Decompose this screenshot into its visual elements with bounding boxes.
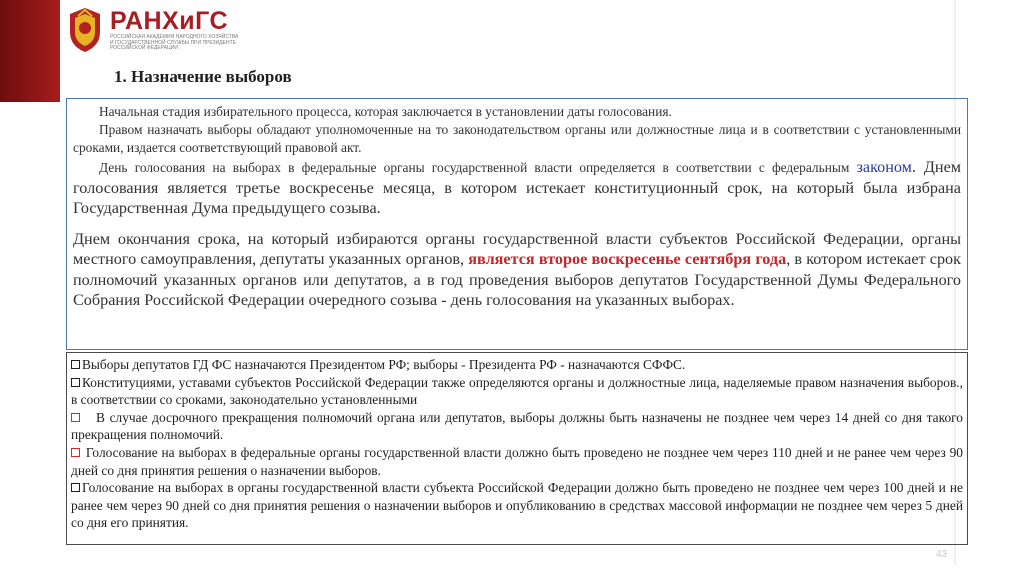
paragraph-4-end: , в котором истекает срок полномочий указанных органов или депутатов, а в год проведения выборов депутатов Государственной Думы Федерального Собрания Российской Федерации очередного созыва - день голосования на указанных выборах. — [73, 250, 961, 309]
paragraph-3-end: . Днем голосования является третье воскресенье месяца, в котором истекает конституционный срок, на который была избрана Государственная Дума предыдущего созыва. — [73, 158, 961, 217]
definition-box — [66, 98, 968, 350]
list-item: Голосование на выборах в органы государственной власти субъекта Российской Федерации должно быть проведено не позднее чем через 100 дней и не ранее чем через 90 дней со дня принятия решения о назначении выборов и опубликованию в средствах массовой информации не позднее чем через 5 дней со дня его принятия. — [71, 480, 963, 531]
paragraph-1: Начальная стадия избирательного процесса, которая заключается в установлении даты голосования. — [99, 104, 672, 119]
checkbox-bullet-icon — [71, 483, 80, 492]
page-title: 1. Назначение выборов — [114, 67, 292, 86]
emblem-icon — [66, 6, 104, 54]
list-item: Выборы депутатов ГД ФС назначаются Президентом РФ; выборы - Президента РФ - назначаются СФФС. — [71, 356, 963, 374]
logo — [66, 6, 366, 56]
paragraph-3 — [73, 157, 961, 219]
side-accent-bar — [0, 0, 60, 102]
page-number: 43 — [936, 549, 948, 560]
list-item: В случае досрочного прекращения полномочий органа или депутатов, выборы должны быть назначены не позднее чем через 14 дней со дня такого прекращения полномочий. — [71, 409, 964, 443]
highlight-text: является второе воскресенье сентября года — [468, 250, 787, 268]
checkbox-bullet-icon — [71, 413, 80, 422]
rules-list-box — [66, 352, 968, 545]
law-link[interactable]: законом — [856, 158, 912, 176]
paragraph-3-start: День голосования на выборах в федеральные органы государственной власти определяется в соответствии с федеральным — [99, 160, 857, 175]
paragraph-2: Правом назначать выборы обладают уполномоченные на то законодательством органы или должностные лица и в соответствии с установленными сроками, издается соответствующий правовой акт. — [73, 122, 961, 155]
paragraph-4-start: Днем окончания срока, на который избираются органы государственной власти субъектов Российской Федерации, органы местного самоуправления, депутаты указанных органов, — [73, 229, 961, 268]
brand-subtitle: РОССИЙСКАЯ АКАДЕМИЯ НАРОДНОГО ХОЗЯЙСТВА И ГОСУДАРСТВЕННОЙ СЛУЖБЫ ПРИ ПРЕЗИДЕНТЕ РОССИЙСКОЙ ФЕДЕРАЦИИ — [110, 34, 239, 51]
brand-name: РАНХиГС — [110, 7, 229, 35]
paragraph-4 — [73, 229, 961, 311]
list-item: Конституциями, уставами субъектов Российской Федерации также определяются органы и должностные лица, наделяемые правом назначения выборов., в соответствии со сроками, законодательно установленными — [71, 374, 963, 408]
checkbox-bullet-icon — [71, 448, 80, 457]
list-item: Голосование на выборах в федеральные органы государственной власти должно быть проведено не позднее чем через 110 дней и не ранее чем через 90 дней со дня принятия решения о назначении выборов. — [71, 444, 963, 478]
checkbox-bullet-icon — [71, 360, 80, 369]
checkbox-bullet-icon — [71, 378, 80, 387]
